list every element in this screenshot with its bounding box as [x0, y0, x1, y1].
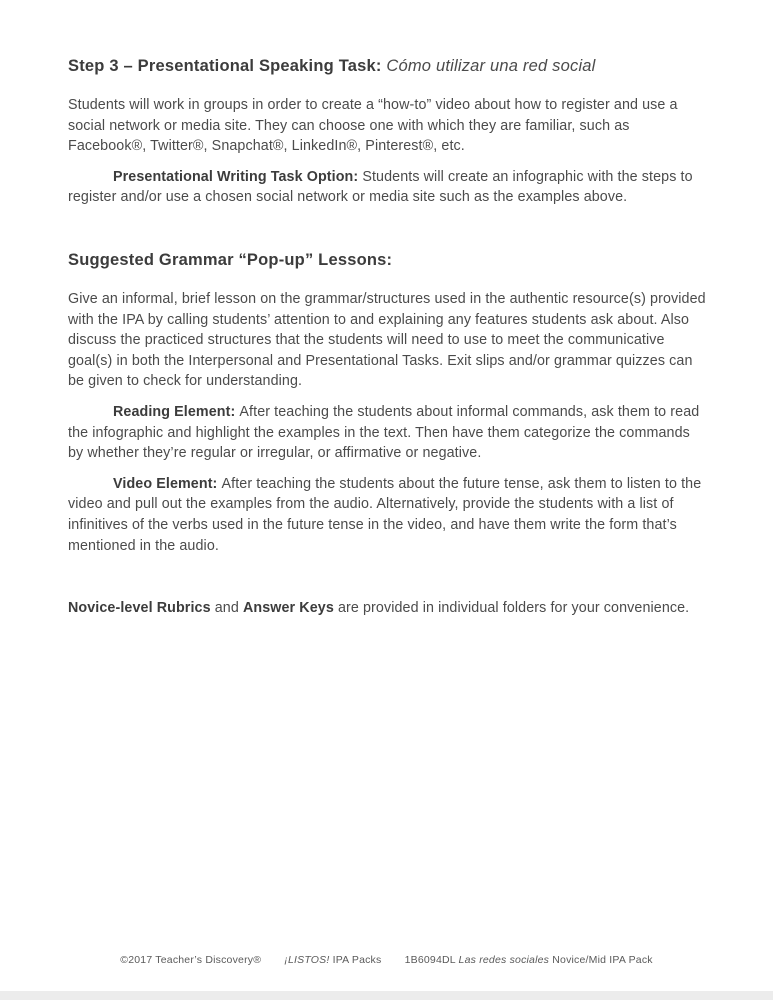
- footer-code: 1B6094DL: [404, 954, 459, 966]
- video-element-label: Video Element:: [113, 475, 222, 492]
- rubrics-note-paragraph: [68, 598, 706, 619]
- footer-pack-rest: Novice/Mid IPA Pack: [549, 954, 653, 966]
- page-footer: [0, 954, 773, 966]
- footer-pack-title: Las redes sociales: [458, 954, 550, 966]
- reading-element-paragraph: [68, 402, 706, 464]
- rubrics-note-rest: are provided in individual folders for your convenience.: [333, 600, 690, 617]
- video-element-text: After teaching the students about the future tense, ask them to listen to the video and pull out the examples from the audio. Alternatively, provide the students with a list of infinitives of the verbs used in the future tense in the video, and have them write the form that’s mentioned in the audio.: [68, 475, 702, 554]
- reading-element-text: After teaching the students about informal commands, ask them to read the infographic and highlight the examples in the text. Then have them categorize the commands by whether they’re regular or irregular, or affirmative or negative.: [68, 403, 700, 462]
- footer-product-code: [405, 954, 653, 966]
- video-element-paragraph: [68, 474, 706, 556]
- reading-element-label: Reading Element:: [113, 403, 240, 420]
- footer-series-title: ¡LISTOS!: [284, 954, 330, 966]
- step3-paragraph: Students will work in groups in order to create a “how-to” video about how to register and use a social network or media site. They can choose one with which they are familiar, such as Facebook®, Twitter®, Snapchat®, LinkedIn®, Pinterest®, etc.: [68, 97, 678, 155]
- writing-option-label: Presentational Writing Task Option:: [113, 168, 363, 185]
- footer-series: [284, 954, 381, 966]
- footer-copyright: ©2017 Teacher’s Discovery®: [120, 954, 262, 966]
- writing-option-text: Students will create an infographic with the steps to register and/or use a chosen social network or media site such as the examples above.: [68, 168, 693, 206]
- page-bottom-edge: [0, 991, 773, 1000]
- writing-option-paragraph: [68, 167, 706, 208]
- footer-series-rest: IPA Packs: [329, 954, 382, 966]
- rubrics-note-bold2: Answer Keys: [242, 600, 334, 617]
- step3-heading-spanish-title: Cómo utilizar una red social: [386, 57, 596, 75]
- rubrics-note-mid: and: [210, 600, 243, 617]
- rubrics-note-bold1: Novice-level Rubrics: [68, 600, 211, 617]
- grammar-heading: Suggested Grammar “Pop-up” Lessons:: [68, 250, 393, 269]
- grammar-paragraph: Give an informal, brief lesson on the grammar/structures used in the authentic resource(s) provided with the IPA by calling students’ attention to and explaining any features students ask about. Also discuss the practiced structures that the students will need to use to meet the communicative goal(s) in both the Interpersonal and Presentational Tasks. Exit slips and/or grammar quizzes can be given to check for understanding.: [68, 290, 706, 390]
- step3-heading-label: Step 3 – Presentational Speaking Task:: [68, 57, 387, 75]
- step3-heading: [68, 57, 706, 76]
